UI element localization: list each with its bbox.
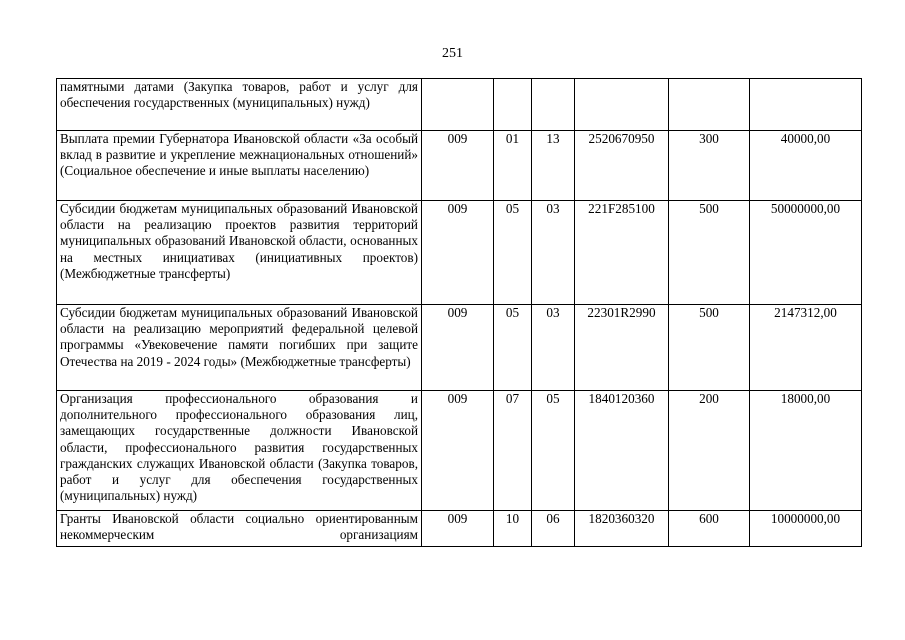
row-section-code: 05 [494, 305, 532, 391]
row-subsection-code: 06 [532, 511, 575, 547]
row-sum: 40000,00 [750, 131, 862, 201]
row-section-code: 01 [494, 131, 532, 201]
row-ved-code: 009 [422, 391, 494, 511]
row-section-code [494, 79, 532, 131]
row-subsection-code: 03 [532, 305, 575, 391]
row-subsection-code: 13 [532, 131, 575, 201]
row-description: Субсидии бюджетам муниципальных образований Ивановской области на реализацию проектов развития территорий муниципальных образований Ивановской области, основанных на местных инициативах (инициативных проектов) (Межбюджетные трансферты) [57, 201, 422, 305]
budget-table [56, 78, 862, 547]
row-subsection-code [532, 79, 575, 131]
row-ved-code [422, 79, 494, 131]
row-expense-type: 500 [669, 305, 750, 391]
row-expense-type: 600 [669, 511, 750, 547]
table-row [57, 79, 862, 131]
row-target-code: 2520670950 [575, 131, 669, 201]
row-expense-type: 200 [669, 391, 750, 511]
row-expense-type: 500 [669, 201, 750, 305]
row-description: Субсидии бюджетам муниципальных образований Ивановской области на реализацию мероприятий федеральной целевой программы «Увековечение памяти погибших при защите Отечества на 2019 - 2024 годы» (Межбюджетные трансферты) [57, 305, 422, 391]
row-sum: 2147312,00 [750, 305, 862, 391]
row-description: памятными датами (Закупка товаров, работ и услуг для обеспечения государственных (муниципальных) нужд) [57, 79, 422, 131]
table-row [57, 305, 862, 391]
row-sum: 10000000,00 [750, 511, 862, 547]
table-row [57, 201, 862, 305]
row-section-code: 10 [494, 511, 532, 547]
table-row [57, 131, 862, 201]
row-target-code: 1820360320 [575, 511, 669, 547]
row-ved-code: 009 [422, 201, 494, 305]
row-target-code [575, 79, 669, 131]
row-target-code: 221F285100 [575, 201, 669, 305]
page-number: 251 [442, 46, 463, 61]
row-sum: 50000000,00 [750, 201, 862, 305]
row-subsection-code: 03 [532, 201, 575, 305]
row-target-code: 22301R2990 [575, 305, 669, 391]
row-sum: 18000,00 [750, 391, 862, 511]
row-sum [750, 79, 862, 131]
row-subsection-code: 05 [532, 391, 575, 511]
row-description: Выплата премии Губернатора Ивановской области «За особый вклад в развитие и укрепление межнациональных отношений» (Социальное обеспечение и иные выплаты населению) [57, 131, 422, 201]
row-expense-type [669, 79, 750, 131]
row-expense-type: 300 [669, 131, 750, 201]
table-row [57, 511, 862, 547]
row-ved-code: 009 [422, 305, 494, 391]
row-ved-code: 009 [422, 131, 494, 201]
table-row [57, 391, 862, 511]
row-section-code: 07 [494, 391, 532, 511]
row-description: Организация профессионального образования и дополнительного профессионального образования лиц, замещающих государственные должности Ивановской области, профессионального развития государственных гражданских служащих Ивановской области (Закупка товаров, работ и услуг для обеспечения государственных (муниципальных) нужд) [57, 391, 422, 511]
row-section-code: 05 [494, 201, 532, 305]
row-description: Гранты Ивановской области социально ориентированным некоммерческим организациям [57, 511, 422, 547]
row-target-code: 1840120360 [575, 391, 669, 511]
row-ved-code: 009 [422, 511, 494, 547]
